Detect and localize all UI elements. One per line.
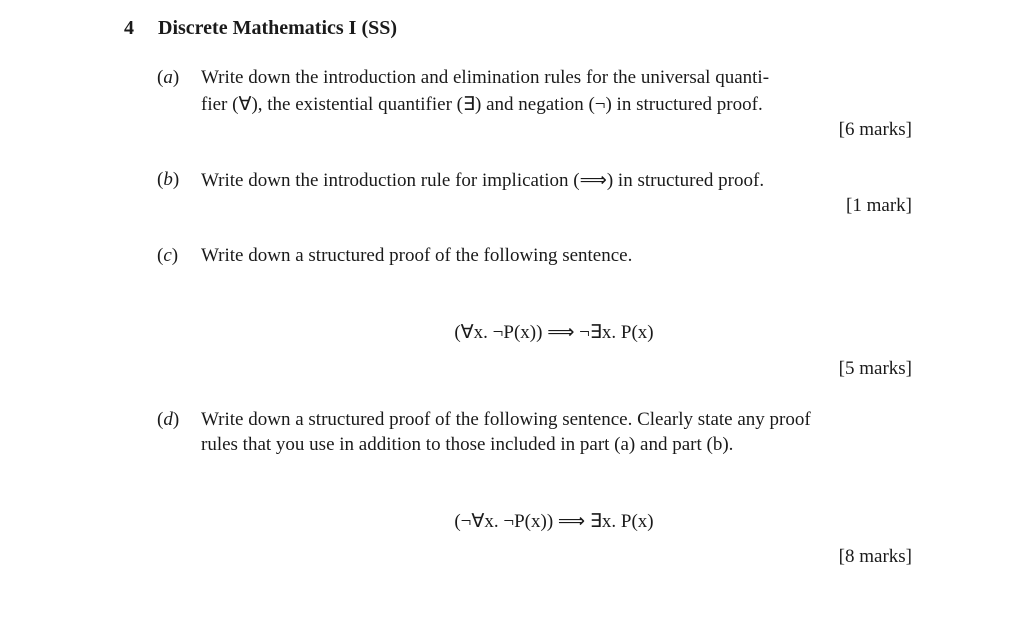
question-title: Discrete Mathematics I (SS): [158, 17, 398, 39]
part-b-label: (b): [157, 169, 180, 190]
part-a-label: (a): [157, 67, 180, 88]
part-d-text-line-1: Write down a structured proof of the following sentence. Clearly state any proof: [201, 409, 811, 430]
part-c-text-line-1: Write down a structured proof of the following sentence.: [201, 245, 633, 266]
part-c-formula: (∀x. ¬P(x)) ⟹ ¬∃x. P(x): [454, 322, 654, 343]
question-number: 4: [124, 17, 134, 39]
part-b-text-line-1: Write down the introduction rule for implication (⟹) in structured proof.: [201, 170, 765, 191]
part-d-marks: [8 marks]: [838, 546, 912, 567]
part-c-marks: [5 marks]: [838, 358, 912, 379]
part-a-text-line-2: fier (∀), the existential quantifier (∃) and negation (¬) in structured proof.: [201, 94, 763, 115]
part-c-label: (c): [157, 245, 179, 266]
part-a-marks: [6 marks]: [838, 119, 912, 140]
part-d-formula: (¬∀x. ¬P(x)) ⟹ ∃x. P(x): [454, 511, 654, 532]
part-a-text-line-1: Write down the introduction and elimination rules for the universal quanti-: [201, 67, 770, 88]
part-d-text-line-2: rules that you use in addition to those included in part (a) and part (b).: [201, 434, 734, 455]
part-d-label: (d): [157, 409, 180, 430]
part-b-marks: [1 mark]: [846, 195, 912, 216]
